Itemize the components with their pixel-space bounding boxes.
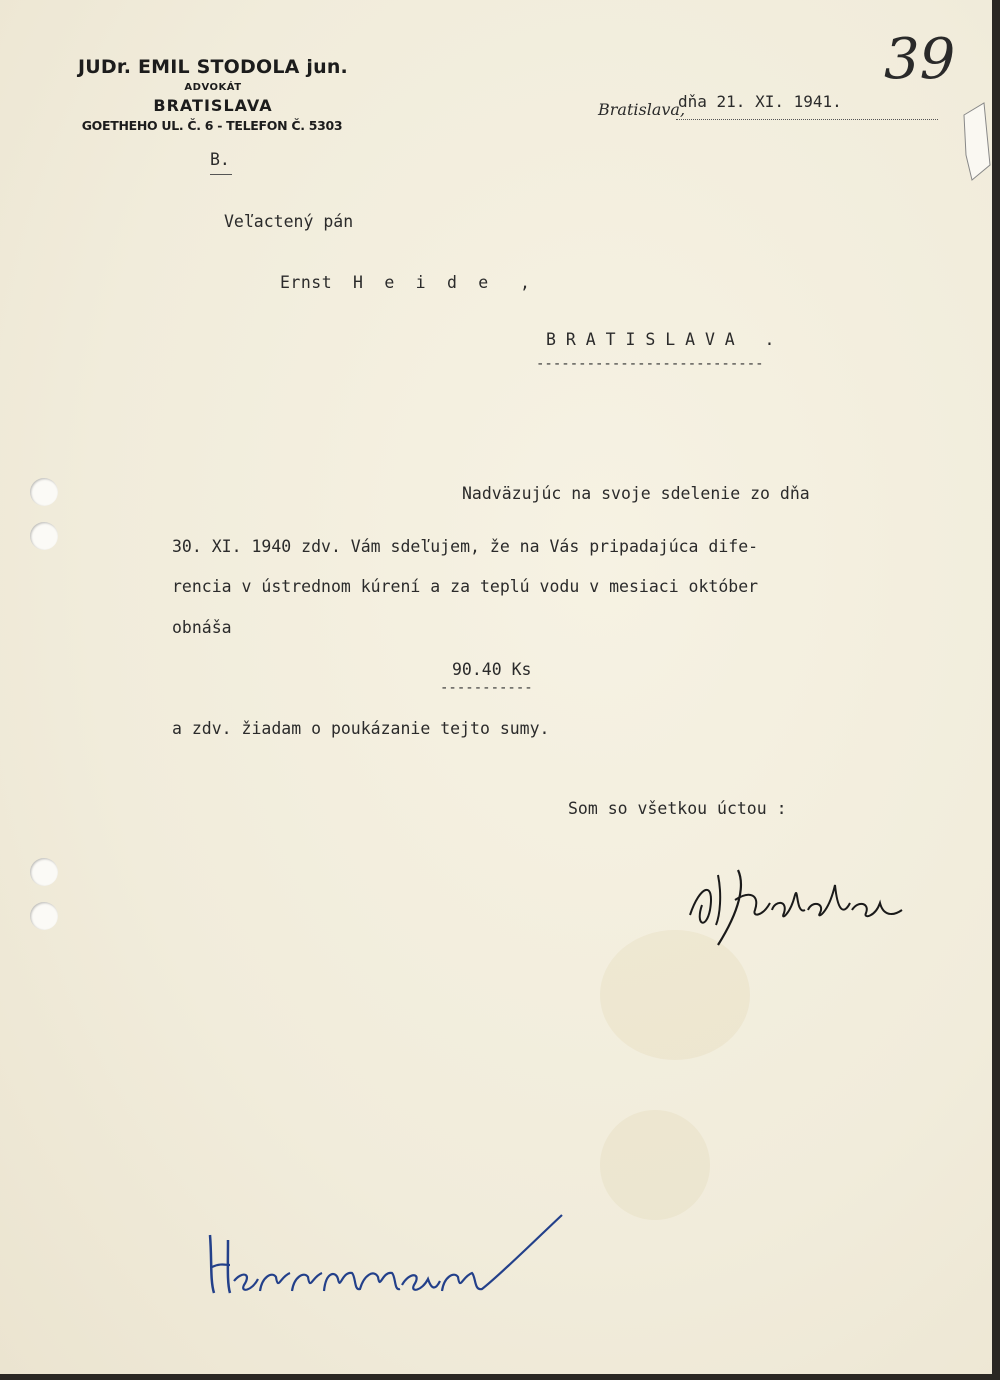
- reference-mark: B.: [210, 150, 230, 169]
- letterhead-city: BRATISLAVA: [153, 96, 273, 115]
- letterhead-role: ADVOKÁT: [184, 82, 242, 93]
- punch-hole: [30, 858, 58, 886]
- body-line-3: rencia v ústrednom kúrení a za teplú vodu v mesiaci október: [172, 577, 759, 596]
- letterhead-name: JUDr. EMIL STODOLA jun.: [78, 56, 348, 78]
- page-number-text: 39: [884, 27, 956, 92]
- body-line-2: 30. XI. 1940 zdv. Vám sdeľujem, že na Vás pripadajúca dife-: [172, 537, 759, 556]
- annotation-signature: [200, 1205, 570, 1305]
- body-request: a zdv. žiadam o poukázanie tejto sumy.: [172, 719, 550, 738]
- paper-stain: [600, 1110, 710, 1220]
- recipient-name: Ernst H e i d e ,: [280, 273, 531, 292]
- punch-hole: [30, 522, 58, 550]
- amount-underline: -----------: [440, 680, 533, 696]
- paper-tear: [944, 95, 992, 185]
- date-place: Bratislava,: [598, 100, 686, 119]
- author-signature: [680, 855, 920, 955]
- recipient-city: B R A T I S L A V A .: [546, 330, 775, 349]
- closing: Som so všetkou úctou :: [568, 799, 787, 818]
- scan-edge-right: [992, 0, 1000, 1380]
- salutation: Veľactený pán: [224, 212, 354, 231]
- scan-edge-bottom: [0, 1374, 1000, 1380]
- reference-underline: [210, 174, 232, 175]
- recipient-city-underline: ---------------------------: [536, 356, 764, 372]
- amount: 90.40 Ks: [452, 660, 532, 679]
- body-line-1: Nadväzujúc na svoje sdelenie zo dňa: [462, 484, 810, 503]
- letterhead-address: GOETHEHO UL. Č. 6 - TELEFON Č. 5303: [81, 118, 343, 133]
- date-underline: [676, 119, 938, 120]
- page-number-annotation: [880, 20, 960, 100]
- date-value: dňa 21. XI. 1941.: [678, 92, 842, 111]
- body-line-4: obnáša: [172, 618, 232, 637]
- punch-hole: [30, 902, 58, 930]
- punch-hole: [30, 478, 58, 506]
